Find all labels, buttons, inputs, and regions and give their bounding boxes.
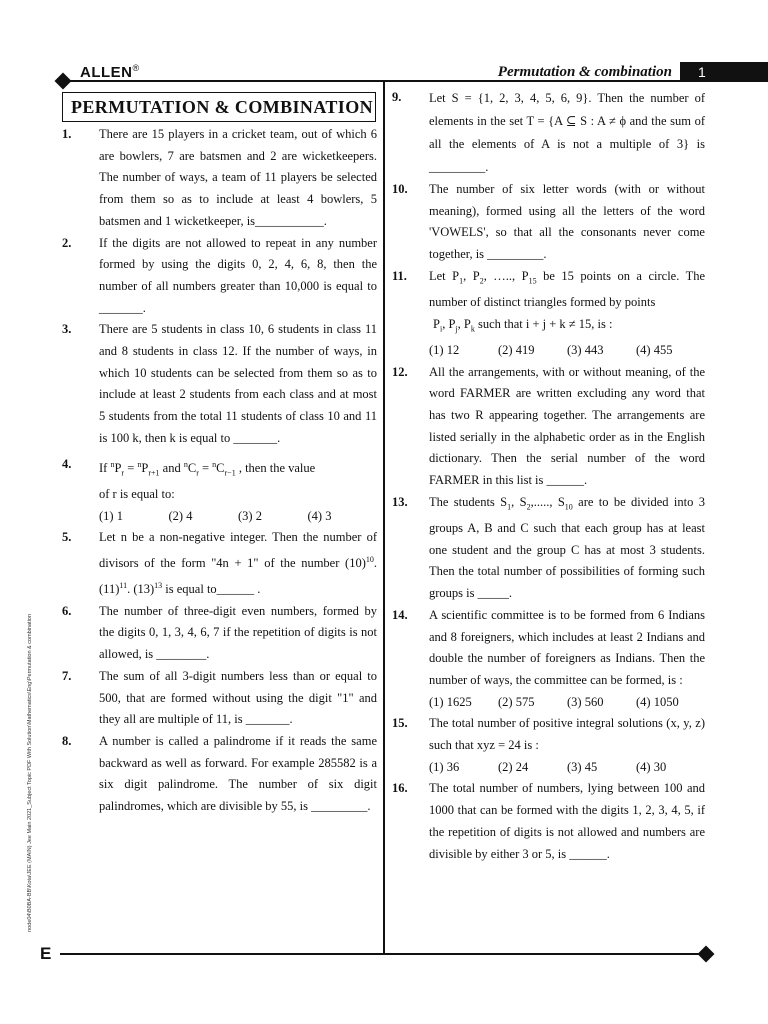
- question-text: All the arrangements, with or without meaning, of the word FARMER are written excluding any word that has two R appearing together. The arrangements are listed serially in the alphabetic order as in the English dictionary. Then the serial number of the word FARMER in this list is ______.: [429, 364, 705, 488]
- question-number: 1.: [62, 127, 72, 141]
- question-number: 11.: [392, 268, 407, 283]
- option: (4) 455: [636, 342, 673, 357]
- option: (1) 36: [429, 759, 460, 774]
- question-15: [392, 713, 705, 778]
- page-number: 1: [680, 62, 768, 82]
- question-4: [62, 454, 377, 528]
- option: (2) 24: [498, 759, 529, 774]
- question-number: 5.: [62, 530, 72, 545]
- question-7: [62, 666, 377, 731]
- question-12: [392, 362, 705, 492]
- question-text: The students $S_1$, $S_2$,....., $S_{10}$ are to be divided into 3 groups A, B and C such that each group has at least one student and the group C has at most 3 students. Then the total number of possibilities of forming such groups is _____.: [429, 494, 705, 601]
- question-8: [62, 731, 377, 818]
- question-number: 8.: [62, 733, 72, 748]
- column-divider: [383, 82, 385, 954]
- question-text: Let n be a non-negative integer. Then the number of divisors of the form "4n + 1" of the number $(10)^{10}$. $(11)^{11}$. $(13)^{13}$ is equal to______ .: [99, 530, 377, 597]
- option: (2) 419: [498, 342, 535, 357]
- header-diamond-icon: [55, 73, 72, 90]
- question-10: [392, 179, 705, 266]
- question-number: 4.: [62, 456, 72, 471]
- question-number: 2.: [62, 235, 72, 250]
- footer-letter: E: [40, 944, 52, 963]
- question-number: 16.: [392, 781, 408, 796]
- question-text: Let $P_1$, $P_2$, ….., $P_{15}$ be 15 points on a circle. The number of distinct triangles formed by points $P_i$, $P_j$, $P_k$ such that i + j + k ≠ 15, is : (1) 12 (2) 419 (3) 443 (4) 455: [429, 266, 705, 362]
- question-number: 13.: [392, 494, 408, 509]
- question-number: 6.: [62, 603, 72, 618]
- question-text-line: of r is equal to:: [99, 486, 175, 501]
- question-16: [392, 778, 705, 865]
- option: (3) 45: [567, 759, 598, 774]
- answer-options: [429, 340, 705, 362]
- question-13: [392, 492, 705, 605]
- question-text: Let S = {1, 2, 3, 4, 5, 6, 9}. Then the number of elements in the set T = {A ⊆ S : A ≠ ϕ and the sum of all the elements of A is not a multiple of 3} is _________.: [429, 91, 705, 174]
- question-text: If the digits are not allowed to repeat in any number formed by using the digits 0, 2, 4, 6, 8, then the number of all numbers greater than 10,000 is equal to _______.: [99, 235, 377, 315]
- option: (1) 1: [99, 508, 123, 523]
- answer-options: [429, 692, 705, 714]
- right-column: [392, 87, 705, 865]
- question-text: A number is called a palindrome if it reads the same backward as well as forward. For example 285582 is a six digit palindrome. The number of six digit palindromes, which are divisible by 55, is _________.: [99, 733, 377, 814]
- question-1: [62, 124, 377, 233]
- question-text: The number of three-digit even numbers, formed by the digits 0, 1, 3, 4, 6, 7 if the repetition of digits is not allowed, is ________.: [99, 603, 377, 662]
- footer-diamond-icon: [698, 946, 715, 963]
- option: (2) 4: [168, 508, 193, 523]
- question-number: 7.: [62, 668, 72, 683]
- option: (3) 2: [238, 508, 262, 523]
- question-5: [62, 527, 377, 600]
- header-title: Permutation & combination: [497, 64, 672, 80]
- answer-options: [99, 506, 377, 528]
- option: (4) 3: [307, 508, 332, 523]
- left-column: [62, 124, 377, 818]
- question-number: 14.: [392, 607, 408, 622]
- footer-rule: [60, 953, 705, 955]
- question-number: 15.: [392, 716, 408, 731]
- formula: If $^nP_r = ^nP_{r+1}$ and $^nC_r = ^nC_{r-1}$ , then the value: [99, 459, 316, 478]
- option: (4) 1050: [636, 694, 679, 709]
- question-text: There are 15 players in a cricket team, out of which 6 are bowlers, 7 are batsmen and 2 are wicketkeepers. The number of ways, a team of 11 players be selected from them so as to include at least 4 bowlers, 5 batsmen and 1 wicketkeeper, is___________.: [99, 127, 377, 228]
- option: (4) 30: [636, 759, 667, 774]
- option: (2) 575: [498, 694, 535, 709]
- question-14: [392, 605, 705, 714]
- question-3: [62, 319, 377, 449]
- question-text: A scientific committee is to be formed from 6 Indians and 8 foreigners, which includes at least 2 Indians and double the number of foreigners as Indians. Then the number of ways, the committee can be formed, is : (1) 1625 (2) 575 (3) 560 (4) 1050: [429, 605, 705, 714]
- option: (3) 560: [567, 694, 604, 709]
- option: (1) 1625: [429, 694, 472, 709]
- question-text: The total number of positive integral solutions (x, y, z) such that xyz = 24 is : (1) 36 (2) 24 (3) 45 (4) 30: [429, 713, 705, 778]
- question-number: 12.: [392, 364, 408, 379]
- side-file-path: node04\B0BA-BB\Kota\JEE (MAIN) Jee Main 2021_Subject Topic PDF With Solution\Mathematics\Eng\Permutation & combination: [27, 614, 33, 932]
- option: (3) 443: [567, 342, 604, 357]
- question-text: The total number of numbers, lying between 100 and 1000 that can be formed with the digits 1, 2, 3, 4, 5, if the repetition of digits is not allowed and numbers are divisible by either 3 or 5, is ______.: [429, 781, 705, 861]
- question-text: There are 5 students in class 10, 6 students in class 11 and 8 students in class 12. If the number of ways, in which 10 students can be selected from them so as to include at least 2 students from each class and at most 5 students from the total 11 students of class 10 and 11 is 100 k, then k is equal to _______.: [99, 322, 377, 445]
- question-number: 9.: [392, 90, 402, 104]
- question-text: The number of six letter words (with or without meaning), formed using all the letters of the word 'VOWELS', so that all the consonants never come together, is _________.: [429, 182, 705, 262]
- option: (1) 12: [429, 342, 460, 357]
- question-text: The sum of all 3-digit numbers less than or equal to 500, that are formed without using the digit "1" and they all are multiple of 11, is _______.: [99, 668, 377, 727]
- section-title: PERMUTATION & COMBINATION: [62, 92, 376, 122]
- question-number: 10.: [392, 182, 408, 196]
- answer-options: [429, 757, 705, 779]
- question-6: [62, 601, 377, 666]
- question-11: [392, 266, 705, 362]
- question-9: [392, 87, 705, 179]
- question-2: [62, 233, 377, 320]
- question-text: [99, 454, 377, 528]
- question-number: 3.: [62, 322, 72, 337]
- brand-logo: ALLEN®: [80, 63, 140, 81]
